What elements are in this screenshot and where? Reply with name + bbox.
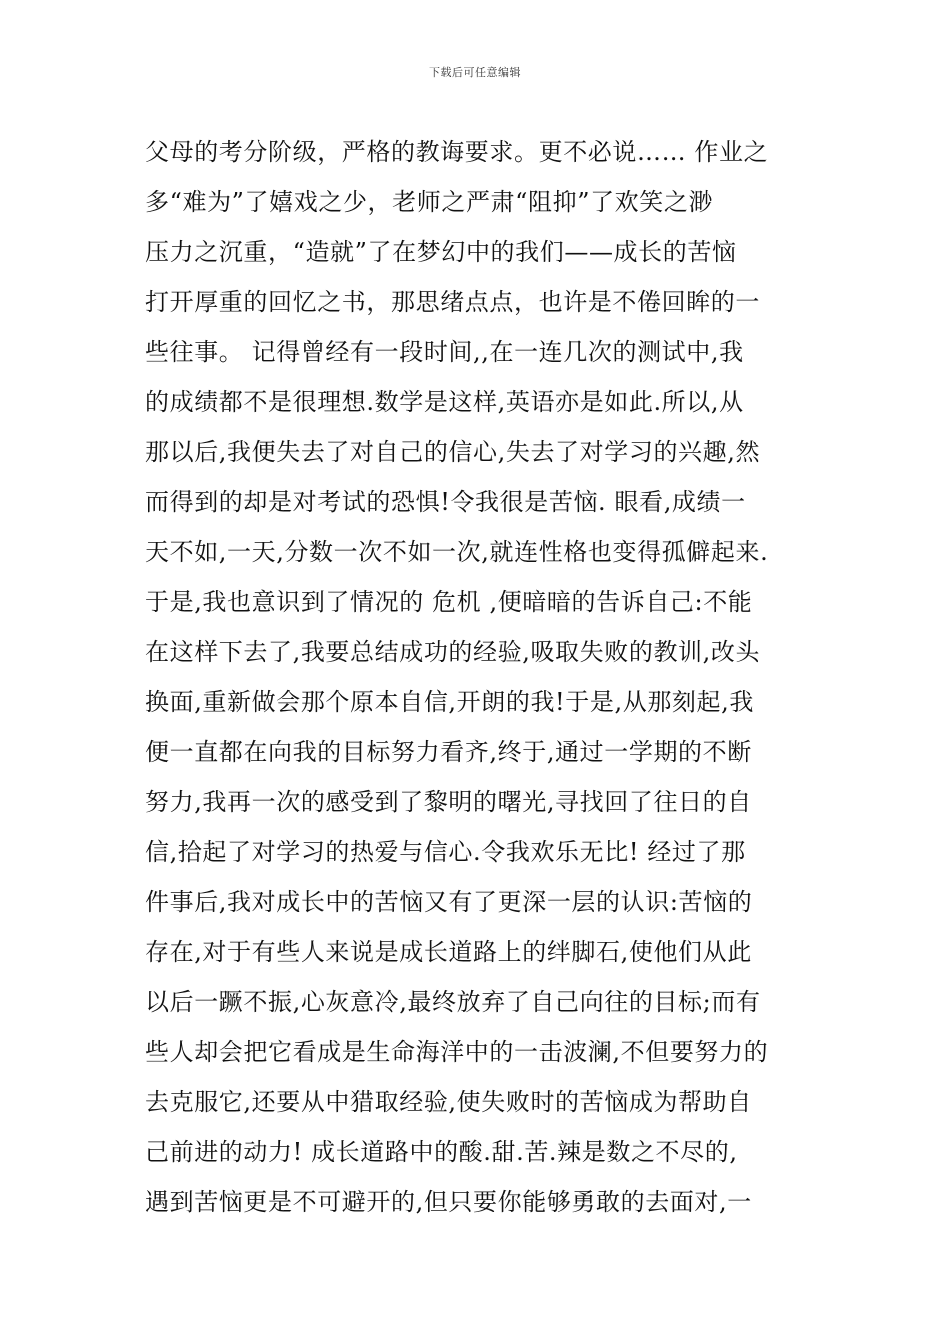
body-line: 些人却会把它看成是生命海洋中的一击波澜,不但要努力的 [145,1038,769,1066]
body-line: 去克服它,还要从中猎取经验,使失败时的苦恼成为帮助自 [145,1088,752,1116]
body-line: 的成绩都不是很理想.数学是这样,英语亦是如此.所以,从 [145,388,744,416]
body-line: 遇到苦恼更是不可避开的,但只要你能够勇敢的去面对,一 [145,1188,752,1216]
body-line: 换面,重新做会那个原本自信,开朗的我!于是,从那刻起,我 [145,688,754,716]
body-line: 信,拾起了对学习的热爱与信心.令我欢乐无比! 经过了那 [145,838,746,866]
body-line: 而得到的却是对考试的恐惧!令我很是苦恼. 眼看,成绩一 [145,488,746,516]
document-body [145,127,815,1227]
body-line: 多“难为”了嬉戏之少，老师之严肃“阻抑”了欢笑之渺 [145,188,714,216]
body-line: 那以后,我便失去了对自己的信心,失去了对学习的兴趣,然 [145,438,761,466]
body-line: 些往事。 记得曾经有一段时间,,在一连几次的测试中,我 [145,338,744,366]
page-header: 下载后可任意编辑 [429,66,521,79]
body-line: 己前进的动力! 成长道路中的酸.甜.苦.辣是数之不尽的, [145,1138,738,1166]
body-line: 以后一蹶不振,心灰意冷,最终放弃了自己向往的目标;而有 [145,988,761,1016]
body-line: 存在,对于有些人来说是成长道路上的绊脚石,使他们从此 [145,938,752,966]
body-line: 件事后,我对成长中的苦恼又有了更深一层的认识:苦恼的 [145,888,753,916]
body-line: 父母的考分阶级，严格的教诲要求。更不必说…… 作业之 [145,138,769,166]
body-line: 在这样下去了,我要总结成功的经验,吸取失败的教训,改头 [145,638,761,666]
body-line: 天不如,一天,分数一次不如一次,就连性格也变得孤僻起来. [145,538,769,566]
body-line: 便一直都在向我的目标努力看齐,终于,通过一学期的不断 [145,738,752,766]
body-line: 于是,我也意识到了情况的 危机 ,便暗暗的告诉自己:不能 [145,588,753,616]
body-line: 努力,我再一次的感受到了黎明的曙光,寻找回了往日的自 [145,788,752,816]
body-line: 压力之沉重，“造就”了在梦幻中的我们——成长的苦恼 [145,238,737,266]
body-line: 打开厚重的回忆之书，那思绪点点，也许是不倦回眸的一 [145,288,760,316]
